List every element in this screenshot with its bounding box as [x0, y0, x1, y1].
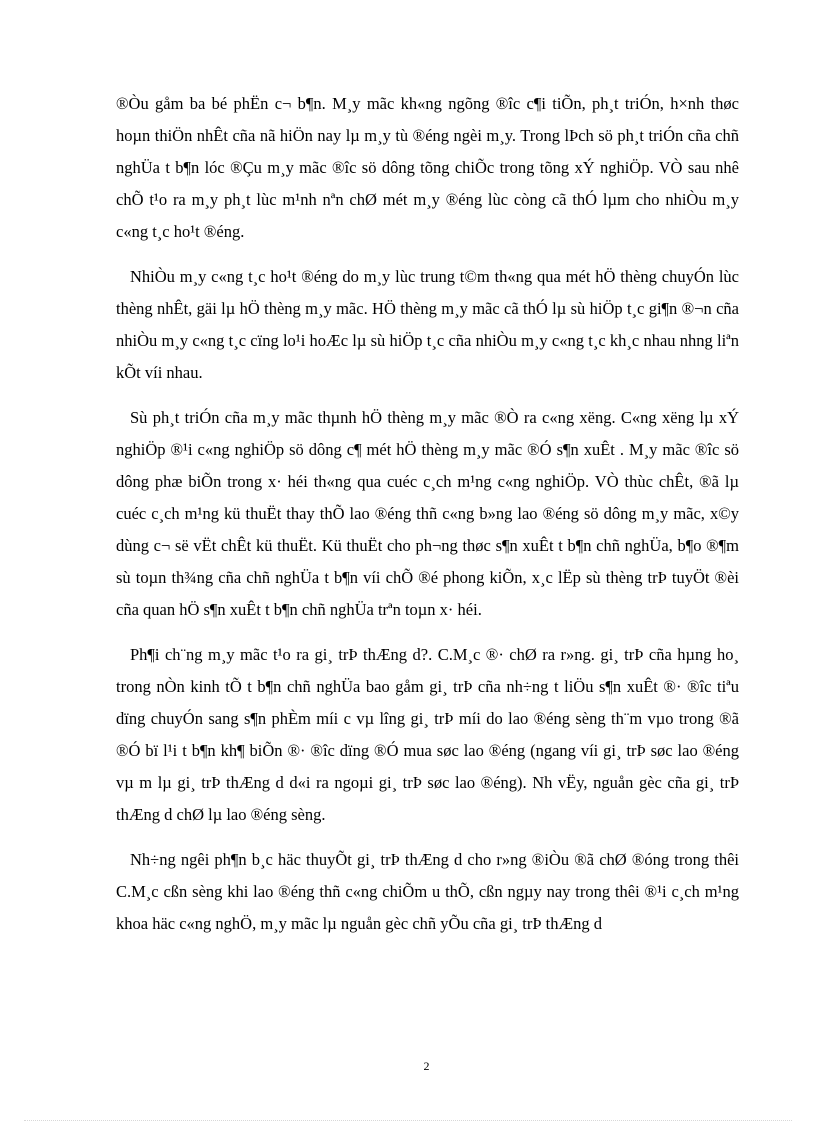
- paragraph-5: Nh÷ng ngêi ph¶n b¸c häc thuyÕt gi¸ trÞ thÆng d cho r»ng ®iÒu ®ã chØ ®óng trong thêi C.M¸c cßn sèng khi lao ®éng thñ c«ng chiÕm u thÕ, cßn ngµy nay trong thêi ®¹i c¸ch m¹ng khoa häc c«ng nghÖ, m¸y mãc lµ nguån gèc chñ yÕu cña gi¸ trÞ thÆng d: [116, 850, 739, 933]
- page-number: 2: [423, 1059, 430, 1073]
- paragraph-2: NhiÒu m¸y c«ng t¸c ho¹t ®éng do m¸y lùc trung t©m th«ng qua mét hÖ thèng chuyÓn lùc thèng nhÊt, gäi lµ hÖ thèng m¸y mãc. HÖ thèng m¸y mãc cã thÓ lµ sù hiÖp t¸c gi¶n ®¬n cña nhiÒu m¸y c«ng t¸c cïng lo¹i hoÆc lµ sù hiÖp t¸c cña nhiÒu m¸y c«ng t¸c kh¸c nhau nhng liªn kÕt víi nhau.: [116, 267, 739, 382]
- document-body: [116, 88, 739, 953]
- paragraph-1: ®Òu gåm ba bé phËn c¬ b¶n. M¸y mãc kh«ng ngõng ®îc c¶i tiÕn, ph¸t triÓn, h×nh thøc hoµn thiÖn nhÊt cña nã hiÖn nay lµ m¸y tù ®éng ngèi m¸y. Trong lÞch sö ph¸t triÓn cña chñ nghÜa t b¶n lóc ®Çu m¸y mãc ®îc sö dông tõng chiÕc trong tõng xÝ nghiÖp. VÒ sau nhê chÕ t¹o ra m¸y ph¸t lùc m¹nh nªn chØ mét m¸y ®éng lùc còng cã thÓ lµm cho nhiÒu m¸y c«ng t¸c ho¹t ®éng.: [116, 94, 739, 241]
- paragraph-3: Sù ph¸t triÓn cña m¸y mãc thµnh hÖ thèng m¸y mãc ®Ò ra c«ng xëng. C«ng xëng lµ xÝ nghiÖp ®¹i c«ng nghiÖp sö dông c¶ mét hÖ thèng m¸y mãc ®Ó s¶n xuÊt . M¸y mãc ®îc sö dông phæ biÕn trong x· héi th«ng qua cuéc c¸ch m¹ng c«ng nghiÖp. VÒ thùc chÊt, ®ã lµ cuéc c¸ch m¹ng kü thuËt thay thÕ lao ®éng thñ c«ng b»ng lao ®éng sö dông m¸y mãc, x©y dùng c¬ së vËt chÊt kü thuËt. Kü thuËt cho ph¬ng thøc s¶n xuÊt t b¶n chñ nghÜa, b¶o ®¶m sù toµn th¾ng cña chñ nghÜa t b¶n víi chÕ ®é phong kiÕn, x¸c lËp sù thèng trÞ tuyÖt ®èi cña quan hÖ s¶n xuÊt t b¶n chñ nghÜa trªn toµn x· héi.: [116, 408, 739, 619]
- paragraph-4: Ph¶i ch¨ng m¸y mãc t¹o ra gi¸ trÞ thÆng d?. C.M¸c ®· chØ ra r»ng. gi¸ trÞ cña hµng ho¸ trong nÒn kinh tÕ t b¶n chñ nghÜa bao gåm gi¸ trÞ cña nh÷ng t liÖu s¶n xuÊt ®· ®îc tiªu dïng chuyÓn sang s¶n phÈm míi c vµ lîng gi¸ trÞ míi do lao ®éng sèng th¨m vµo trong ®ã ®Ó bï l¹i t b¶n kh¶ biÕn ®· ®îc dïng ®Ó mua søc lao ®éng (ngang víi gi¸ trÞ søc lao ®éng vµ m lµ gi¸ trÞ thÆng d d«i ra ngoµi gi¸ trÞ søc lao ®éng). Nh vËy, nguån gèc cña gi¸ trÞ thÆng d chØ lµ lao ®éng sèng.: [116, 645, 739, 824]
- page-bottom-divider: [24, 1120, 792, 1121]
